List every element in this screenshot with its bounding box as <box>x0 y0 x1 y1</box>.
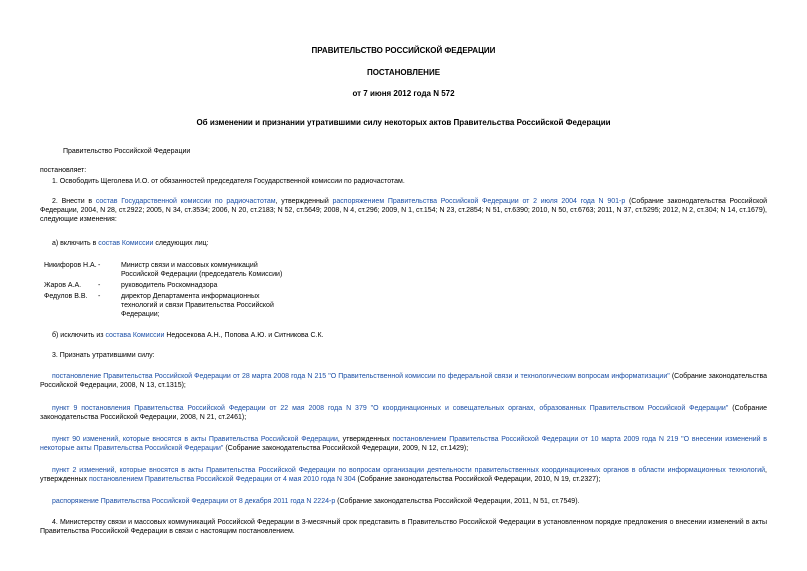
member-dash: - <box>98 282 101 289</box>
intro-resolves: постановляет: <box>40 167 87 174</box>
repeal-5 <box>40 498 767 507</box>
link-resolution-215[interactable]: постановление Правительства Российской Федерации от 28 марта 2008 года N 215 "О Правительственной комиссии по федеральной связи и технологическим вопросам информатизации" <box>52 373 670 380</box>
member-name: Жаров А.А. <box>44 282 82 289</box>
item-3: 3. Признать утратившими силу: <box>52 352 155 359</box>
item-2 <box>40 198 767 224</box>
member-dash: - <box>98 262 101 269</box>
member-name: Никифоров Н.А. <box>44 262 97 269</box>
repeal-3-mid: , утвержденных <box>337 436 393 443</box>
repeal-4 <box>40 467 767 485</box>
intro-government: Правительство Российской Федерации <box>63 148 191 155</box>
repeal-4-rest: (Собрание законодательства Российской Федерации, 2010, N 19, ст.2327); <box>355 475 601 483</box>
item-2-rest: (Собрание законодательства Российской Федерации, 2004, N 28, ст.2922; 2005, N 34, ст.3534; 2006, N 20, ст.2183; N 52, ст.5649; 2008, N 4, ст.296; 2009, N 1, ст.154; N 23, ст.2854; N 51, ст.6390; 2010, N 50, ст.6763; 2011, N 37, ст.5295; 2012, N 2, ст.304; N 14, ст.1679), следующие изменения: <box>40 198 768 223</box>
item-2a-prefix: а) включить в <box>52 240 99 247</box>
repeal-5-rest: (Собрание законодательства Российской Федерации, 2011, N 51, ст.7549). <box>335 498 580 505</box>
member-desc: Министр связи и массовых коммуникаций Российской Федерации (председатель Комиссии) <box>121 262 283 278</box>
repeal-1 <box>40 373 767 391</box>
link-order-2224r[interactable]: распоряжение Правительства Российской Федерации от 8 декабря 2011 года N 2224-р <box>52 498 336 505</box>
item-2a-rest: следующих лиц: <box>153 240 209 247</box>
item-2b <box>52 332 324 341</box>
item-2b-rest: Недосекова А.Н., Попова А.Ю. и Ситникова С.К. <box>164 332 324 339</box>
link-commission-exclude[interactable]: состава Комиссии <box>105 332 165 339</box>
member-desc: руководитель Роскомнадзора <box>121 282 218 289</box>
link-item-2-changes[interactable]: пункт 2 изменений, которые вносятся в акты Правительства Российской Федерации по вопросам организации деятельности правительственных координационных органов в области информационных технологий <box>52 467 766 474</box>
date-number-heading: от 7 июня 2012 года N 572 <box>352 89 455 98</box>
member-name: Федулов В.В. <box>44 293 88 300</box>
link-commission-members[interactable]: состав Комиссии <box>98 240 154 247</box>
link-order-901r[interactable]: распоряжением Правительства Российской Федерации от 2 июля 2004 года N 901-р <box>332 198 626 205</box>
link-item-90-changes[interactable]: пункт 90 изменений, которые вносятся в акты Правительства Российской Федерации <box>52 436 338 443</box>
member-desc: директор Департамента информационных технологий и связи Правительства Российской Федерации; <box>121 293 274 318</box>
link-commission-composition[interactable]: состав Государственной комиссии по радиочастотам <box>95 198 276 205</box>
repeal-4-mid: , утвержденных <box>40 467 767 483</box>
item-2-prefix: 2. Внести в <box>52 198 96 205</box>
repeal-3-rest: (Собрание законодательства Российской Федерации, 2009, N 12, ст.1429); <box>223 444 469 452</box>
item-2-mid: , утвержденный <box>275 198 333 205</box>
item-1: 1. Освободить Щеголева И.О. от обязанностей председателя Государственной комиссии по радиочастотам. <box>52 178 405 185</box>
link-resolution-379[interactable]: пункт 9 постановления Правительства Российской Федерации от 22 мая 2008 года N 379 "О координационных и совещательных органах, образованных Правительством Российской Федерации" <box>52 405 729 412</box>
doc-type-heading: ПОСТАНОВЛЕНИЕ <box>366 68 441 77</box>
link-resolution-219[interactable]: постановлением Правительства Российской Федерации от 10 марта 2009 года N 219 "О внесении изменений в некоторые акты Правительства Российской Федерации" <box>40 436 768 452</box>
document-title: Об изменении и признании утратившими силу некоторых актов Правительства Российской Федерации <box>196 118 611 127</box>
item-4: 4. Министерству связи и массовых коммуникаций Российской Федерации в 3-месячный срок представить в Правительство Российской Федерации в установленном порядке предложения о внесении изменений в акты Правительства Российской Федерации в связи с настоящим постановлением. <box>40 519 767 535</box>
repeal-2-rest: (Собрание законодательства Российской Федерации, 2008, N 21, ст.2461); <box>40 405 767 421</box>
item-2a <box>52 240 209 249</box>
repeal-2 <box>40 405 767 423</box>
repeal-1-rest: (Собрание законодательства Российской Федерации, 2008, N 13, ст.1315); <box>40 373 767 389</box>
link-resolution-304[interactable]: постановлением Правительства Российской Федерации от 4 мая 2010 года N 304 <box>89 475 356 483</box>
authority-heading: ПРАВИТЕЛЬСТВО РОССИЙСКОЙ ФЕДЕРАЦИИ <box>311 46 496 55</box>
member-dash: - <box>98 293 101 300</box>
item-2b-prefix: б) исключить из <box>52 332 106 339</box>
repeal-3 <box>40 436 767 454</box>
